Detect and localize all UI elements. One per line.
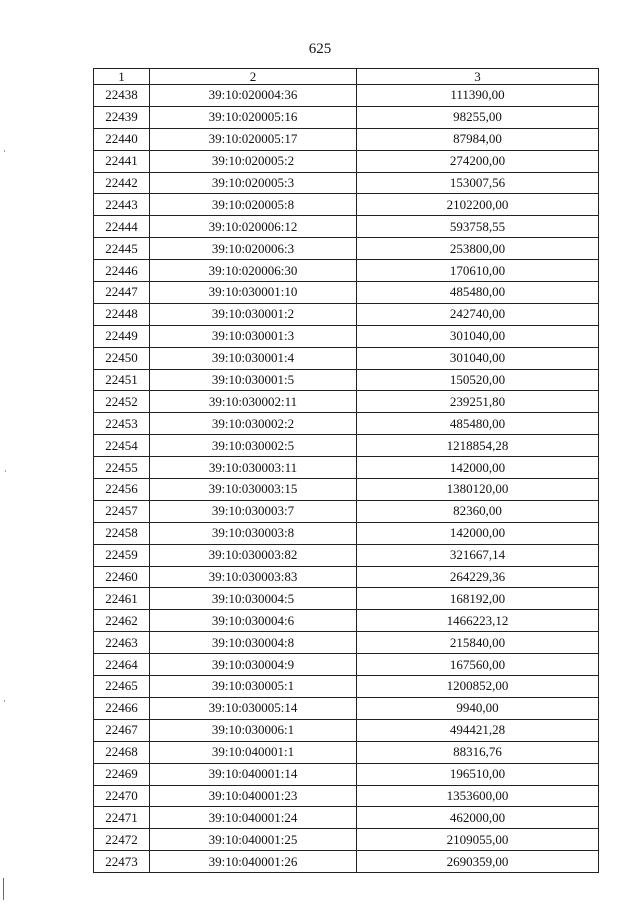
value-cell: 1466223,12 [357,610,599,632]
table-row [94,216,599,238]
cadastral-number-cell: 39:10:030002:2 [150,413,357,435]
value-cell: 301040,00 [357,325,599,347]
row-number-cell: 22461 [94,588,150,610]
row-number-cell: 22445 [94,238,150,260]
value-cell: 9940,00 [357,697,599,719]
cadastral-number-cell: 39:10:030005:14 [150,697,357,719]
table-row [94,194,599,216]
row-number-cell: 22459 [94,544,150,566]
value-cell: 462000,00 [357,807,599,829]
row-number-cell: 22473 [94,851,150,873]
cadastral-number-cell: 39:10:030004:5 [150,588,357,610]
value-cell: 274200,00 [357,150,599,172]
cadastral-number-cell: 39:10:030003:15 [150,479,357,501]
row-number-cell: 22451 [94,369,150,391]
row-number-cell: 22470 [94,785,150,807]
table-row [94,544,599,566]
value-cell: 494421,28 [357,719,599,741]
table-row [94,128,599,150]
row-number-cell: 22456 [94,479,150,501]
value-cell: 170610,00 [357,260,599,282]
value-cell: 593758,55 [357,216,599,238]
table-row [94,260,599,282]
cadastral-number-cell: 39:10:040001:1 [150,741,357,763]
table-row [94,566,599,588]
value-cell: 1218854,28 [357,435,599,457]
cadastral-number-cell: 39:10:030005:1 [150,676,357,698]
value-cell: 264229,36 [357,566,599,588]
row-number-cell: 22440 [94,128,150,150]
scan-speck [5,470,6,472]
value-cell: 98255,00 [357,106,599,128]
value-cell: 301040,00 [357,347,599,369]
table-row [94,500,599,522]
table-row [94,369,599,391]
cadastral-number-cell: 39:10:030003:11 [150,457,357,479]
cadastral-number-cell: 39:10:030001:10 [150,282,357,304]
registry-table [93,68,599,873]
cadastral-number-cell: 39:10:040001:14 [150,763,357,785]
value-cell: 150520,00 [357,369,599,391]
table-row [94,479,599,501]
table-row [94,851,599,873]
row-number-cell: 22439 [94,106,150,128]
table-row [94,347,599,369]
row-number-cell: 22457 [94,500,150,522]
cadastral-number-cell: 39:10:030003:82 [150,544,357,566]
value-cell: 167560,00 [357,654,599,676]
value-cell: 1380120,00 [357,479,599,501]
cadastral-number-cell: 39:10:040001:24 [150,807,357,829]
column-header-3: 3 [357,69,599,85]
row-number-cell: 22441 [94,150,150,172]
table-row [94,763,599,785]
row-number-cell: 22464 [94,654,150,676]
value-cell: 88316,76 [357,741,599,763]
table-row [94,676,599,698]
table-row [94,435,599,457]
value-cell: 142000,00 [357,457,599,479]
value-cell: 196510,00 [357,763,599,785]
cadastral-number-cell: 39:10:020005:8 [150,194,357,216]
row-number-cell: 22444 [94,216,150,238]
row-number-cell: 22447 [94,282,150,304]
table-row [94,807,599,829]
row-number-cell: 22449 [94,325,150,347]
column-header-1: 1 [94,69,150,85]
cadastral-number-cell: 39:10:030003:7 [150,500,357,522]
cadastral-number-cell: 39:10:030004:9 [150,654,357,676]
page-number: 625 [308,41,332,57]
table-row [94,303,599,325]
cadastral-number-cell: 39:10:030003:83 [150,566,357,588]
cadastral-number-cell: 39:10:020006:30 [150,260,357,282]
row-number-cell: 22462 [94,610,150,632]
table-row [94,172,599,194]
table-row [94,654,599,676]
cadastral-number-cell: 39:10:030002:11 [150,391,357,413]
row-number-cell: 22455 [94,457,150,479]
row-number-cell: 22453 [94,413,150,435]
value-cell: 111390,00 [357,85,599,107]
cadastral-number-cell: 39:10:040001:23 [150,785,357,807]
table-row [94,522,599,544]
table-header [94,69,599,85]
table-row [94,325,599,347]
cadastral-number-cell: 39:10:020005:17 [150,128,357,150]
scan-speck [3,878,4,900]
row-number-cell: 22454 [94,435,150,457]
row-number-cell: 22468 [94,741,150,763]
row-number-cell: 22463 [94,632,150,654]
value-cell: 2109055,00 [357,829,599,851]
cadastral-number-cell: 39:10:030003:8 [150,522,357,544]
row-number-cell: 22465 [94,676,150,698]
cadastral-number-cell: 39:10:030001:5 [150,369,357,391]
row-number-cell: 22460 [94,566,150,588]
table-row [94,413,599,435]
row-number-cell: 22467 [94,719,150,741]
row-number-cell: 22458 [94,522,150,544]
value-cell: 82360,00 [357,500,599,522]
value-cell: 253800,00 [357,238,599,260]
table-row [94,632,599,654]
cadastral-number-cell: 39:10:030001:4 [150,347,357,369]
table-row [94,106,599,128]
table-row [94,697,599,719]
table-row [94,457,599,479]
row-number-cell: 22448 [94,303,150,325]
table-row [94,85,599,107]
scan-speck [4,700,5,702]
row-number-cell: 22446 [94,260,150,282]
cadastral-number-cell: 39:10:030006:1 [150,719,357,741]
table-row [94,391,599,413]
table-row [94,238,599,260]
header-row [94,69,599,85]
value-cell: 485480,00 [357,282,599,304]
row-number-cell: 22443 [94,194,150,216]
scan-speck [4,150,5,152]
cadastral-number-cell: 39:10:020006:12 [150,216,357,238]
table-row [94,282,599,304]
row-number-cell: 22450 [94,347,150,369]
row-number-cell: 22469 [94,763,150,785]
cadastral-number-cell: 39:10:030001:3 [150,325,357,347]
cadastral-number-cell: 39:10:020004:36 [150,85,357,107]
value-cell: 242740,00 [357,303,599,325]
table-row [94,150,599,172]
cadastral-number-cell: 39:10:020006:3 [150,238,357,260]
value-cell: 1353600,00 [357,785,599,807]
value-cell: 153007,56 [357,172,599,194]
table-row [94,719,599,741]
cadastral-number-cell: 39:10:030004:8 [150,632,357,654]
value-cell: 2102200,00 [357,194,599,216]
value-cell: 485480,00 [357,413,599,435]
cadastral-number-cell: 39:10:020005:16 [150,106,357,128]
value-cell: 142000,00 [357,522,599,544]
value-cell: 87984,00 [357,128,599,150]
cadastral-number-cell: 39:10:030004:6 [150,610,357,632]
value-cell: 2690359,00 [357,851,599,873]
table-row [94,785,599,807]
table-body [94,85,599,873]
cadastral-number-cell: 39:10:040001:25 [150,829,357,851]
row-number-cell: 22471 [94,807,150,829]
row-number-cell: 22466 [94,697,150,719]
row-number-cell: 22452 [94,391,150,413]
row-number-cell: 22438 [94,85,150,107]
table-row [94,588,599,610]
value-cell: 1200852,00 [357,676,599,698]
value-cell: 321667,14 [357,544,599,566]
row-number-cell: 22472 [94,829,150,851]
row-number-cell: 22442 [94,172,150,194]
cadastral-number-cell: 39:10:030002:5 [150,435,357,457]
value-cell: 215840,00 [357,632,599,654]
value-cell: 168192,00 [357,588,599,610]
cadastral-number-cell: 39:10:020005:3 [150,172,357,194]
cadastral-number-cell: 39:10:040001:26 [150,851,357,873]
cadastral-number-cell: 39:10:020005:2 [150,150,357,172]
column-header-2: 2 [150,69,357,85]
table-row [94,829,599,851]
cadastral-number-cell: 39:10:030001:2 [150,303,357,325]
table-row [94,610,599,632]
value-cell: 239251,80 [357,391,599,413]
table-row [94,741,599,763]
